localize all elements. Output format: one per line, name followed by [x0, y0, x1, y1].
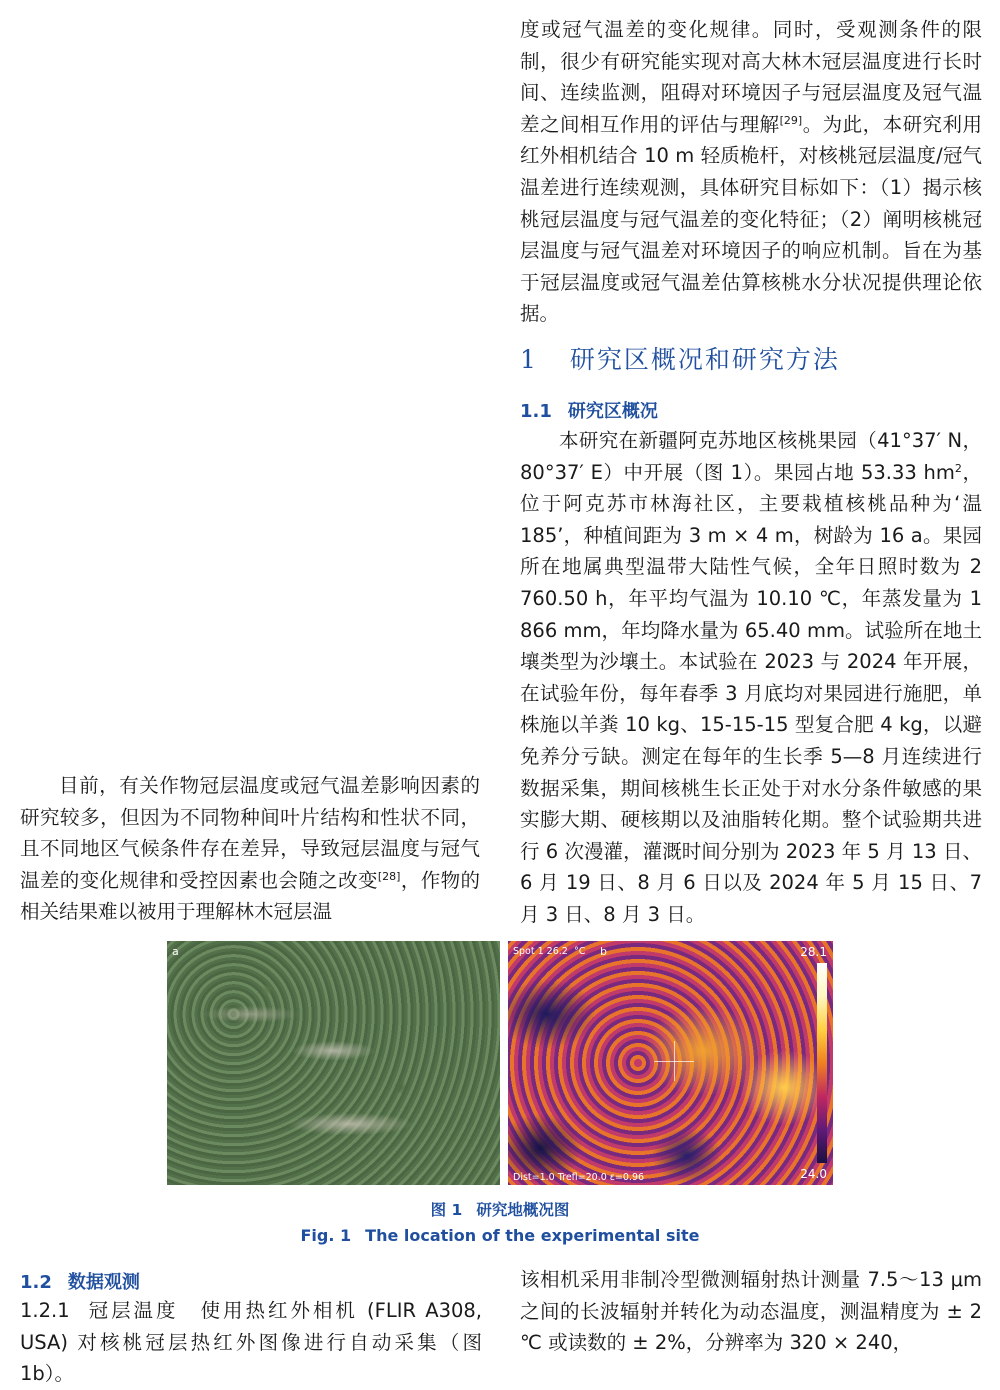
paragraph-text: 度或冠气温差的变化规律。同时，受观测条件的限制，很少有研究能实现对高大林木冠层温度进行长时间、连续监测，阻碍对环境因子与冠层温度及冠气温差之间相互作用的评估与理解 — [520, 18, 982, 136]
section-title: 研究区概况和研究方法 — [569, 345, 840, 374]
caption-label: Fig. 1 — [300, 1226, 352, 1245]
section-heading — [520, 340, 840, 376]
panel-label-a: a — [172, 945, 179, 958]
caption-text: 研究地概况图 — [476, 1201, 570, 1219]
subsection-title: 数据观测 — [67, 1272, 140, 1293]
figure-caption-zh — [0, 1198, 1000, 1220]
subsection-heading — [20, 1268, 140, 1294]
citation: [29] — [779, 113, 803, 127]
paragraph-text: 该相机采用非制冷型微测辐射热计测量 7.5～13 μm 之间的长波辐射并转化为动态温度，测温精度为 ± 2 ℃ 或读数的 ± 2%，分辨率为 320 × 240， — [520, 1268, 982, 1355]
citation: [28] — [377, 869, 401, 883]
canopy-temp-text — [20, 1295, 482, 1390]
caption-label: 图 1 — [430, 1201, 463, 1219]
caption-text: The location of the experimental site — [365, 1226, 700, 1245]
sub-subsection-title: 冠层温度 — [85, 1299, 179, 1322]
scale-min: 24.0 — [800, 1167, 827, 1181]
paragraph-text: 目前，有关作物冠层温度或冠气温差影响因素的研究较多，但因为不同物种间叶片结构和性状不同，且不同地区气候条件存在差异，导致冠层温度与冠气温差的变化规律和受控因素也会随之改变 — [20, 774, 480, 892]
subsection-number: 1.1 — [520, 401, 552, 422]
section-number: 1 — [520, 345, 538, 374]
subsection-number: 1.2 — [20, 1272, 52, 1293]
spot-readout: Spot 1 26.2 — [513, 946, 568, 957]
figure-caption-en — [0, 1226, 1000, 1245]
paragraph-text: ，作物的相关结果难以被用于理解林木冠层温 — [20, 868, 480, 924]
right-column-top — [520, 14, 982, 330]
thermal-image — [508, 941, 833, 1185]
sub-subsection-number: 1.2.1 — [20, 1299, 70, 1322]
subsection-title: 研究区概况 — [567, 401, 658, 422]
superscript: 2 — [954, 461, 962, 475]
aerial-photo — [167, 941, 500, 1185]
paragraph-text: 。为此，本研究利用红外相机结合 10 m 轻质桅杆，对核桃冠层温度/冠气温差进行连续观测，具体研究目标如下：（1）揭示核桃冠层温度与冠气温差的变化特征；（2）阐明核桃冠层温度与冠气温差对环境因子的响应机制。旨在为基于冠层温度或冠气温差估算核桃水分状况提供理论依据。 — [520, 112, 982, 326]
panel-label-b: b — [600, 945, 607, 958]
camera-params: Dist=1.0 Trefl=20.0 ε=0.96 — [513, 1172, 645, 1183]
subsection-heading — [520, 397, 658, 423]
paragraph-text: 本研究在新疆阿克苏地区核桃果园（41°37′ N，80°37′ E）中开展（图 1）。果园占地 53.33 hm — [520, 429, 982, 484]
scale-max: 28.1 — [800, 945, 827, 959]
color-scale-bar — [817, 963, 827, 1163]
paragraph-text: 使用热红外相机 (FLIR A308, USA) 对核桃冠层热红外图像进行自动采集（图 1b）。 — [20, 1299, 482, 1386]
crosshair-icon — [654, 1061, 694, 1062]
paragraph-text: ，位于阿克苏市林海社区，主要栽植核桃品种为‘温 185’，种植间距为 3 m × 4 m，树龄为 16 a。果园所在地属典型温带大陆性气候，全年日照时数为 2 760.50 h，年平均气温为 10.10 ℃，年蒸发量为 1 866 mm，年均降水量为 65.40 mm。试验所在地土壤类型为沙壤土。本试验在 2023 与 2024 年开展，在试验年份，每年春季 3 月底均对果园进行施肥，单株施以羊粪 10 kg、15-15-15 型复合肥 4 kg，以避免养分亏缺。测定在每年的生长季 5—8 月连续进行数据采集，期间核桃生长正处于对水分条件敏感的果实膨大期、硬核期以及油脂转化期。整个试验期共进行 6 次漫灌，灌溉时间分别为 2023 年 5 月 13 日、6 月 19 日、8 月 6 日以及 2024 年 5 月 15 日、7 月 3 日、8 月 3 日。 — [520, 460, 982, 926]
unit-label: °C — [574, 946, 586, 957]
study-area-text — [520, 425, 982, 931]
right-column-bottom — [520, 1264, 982, 1359]
left-column-text — [20, 770, 480, 928]
